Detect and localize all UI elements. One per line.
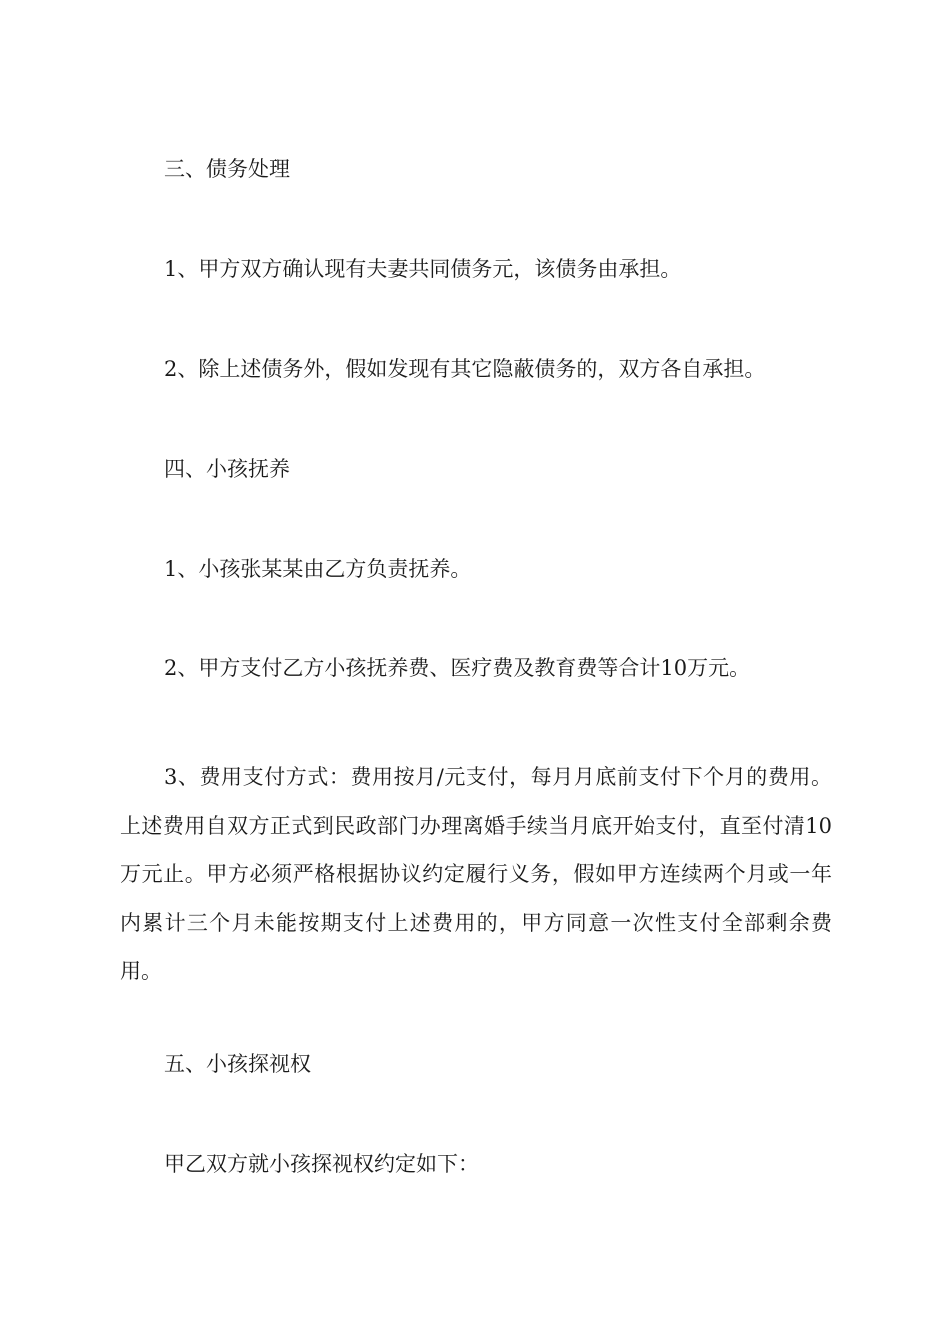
section-heading-visitation: 五、小孩探视权 [164,1052,311,1076]
custody-clause-2: 2、甲方支付乙方小孩抚养费、医疗费及教育费等合计10万元。 [164,656,751,680]
section-heading-custody: 四、小孩抚养 [164,457,290,481]
visitation-intro: 甲乙双方就小孩探视权约定如下： [164,1152,479,1176]
custody-clause-3: 3、费用支付方式：费用按月/元支付，每月月底前支付下个月的费用。上述费用自双方正式到民政部门办理离婚手续当月底开始支付，直至付清10万元止。甲方必须严格根据协议约定履行义务，假如甲方连续两个月或一年内累计三个月未能按期支付上述费用的，甲方同意一次性支付全部剩余费用。 [120,765,832,983]
debt-clause-1: 1、甲方双方确认现有夫妻共同债务元，该债务由承担。 [164,257,682,281]
debt-clause-2: 2、除上述债务外，假如发现有其它隐蔽债务的，双方各自承担。 [164,357,766,381]
custody-clause-1: 1、小孩张某某由乙方负责抚养。 [164,557,472,581]
section-heading-debt: 三、债务处理 [164,157,290,181]
